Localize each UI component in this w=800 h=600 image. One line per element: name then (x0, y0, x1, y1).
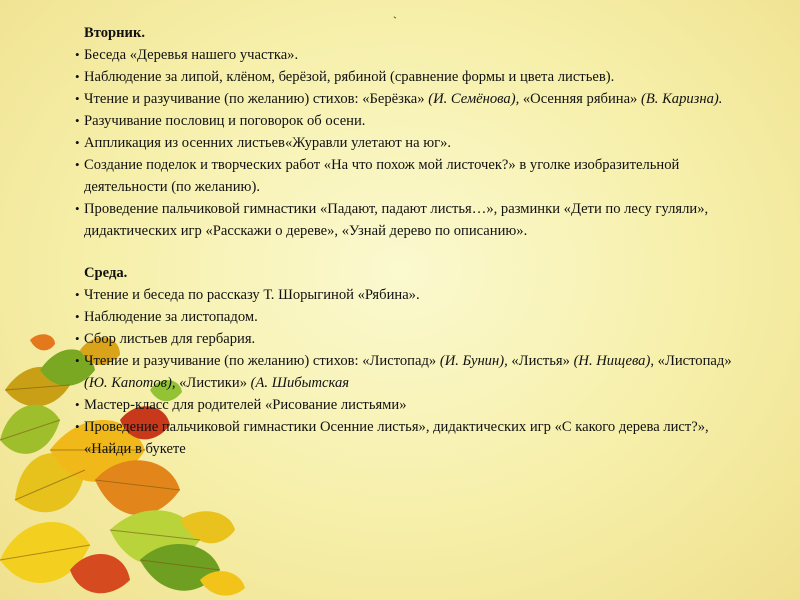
list-item (78, 198, 738, 242)
item-text: Проведение пальчиковой гимнастики Осенние листья», дидактических игр «С какого дерева лист?», «Найди в букете (84, 419, 709, 457)
item-text: «Листья» (507, 353, 574, 369)
item-text: «Осенняя рябина» (519, 91, 642, 107)
item-text: Беседа «Деревья нашего участка». (84, 47, 299, 63)
item-text: Сбор листьев для гербария. (84, 331, 256, 347)
list-item (78, 284, 738, 306)
item-author: (А. Шибытская (250, 375, 350, 391)
list-item (78, 132, 738, 154)
item-text: Разучивание пословиц и поговорок об осени. (84, 113, 366, 129)
item-text: Чтение и разучивание (по желанию) стихов: «Листопад» (84, 353, 440, 369)
tuesday-list (78, 44, 738, 242)
item-author: (В. Каризна). (641, 91, 723, 107)
list-item (78, 66, 738, 88)
list-item (78, 416, 738, 460)
item-text: «Листики» (175, 375, 251, 391)
list-item (78, 394, 738, 416)
item-author: (Н. Нищева) (573, 353, 651, 369)
item-text: Мастер-класс для родителей «Рисование листьями» (84, 397, 407, 413)
item-text: Чтение и разучивание (по желанию) стихов: «Берёзка» (84, 91, 429, 107)
list-item (78, 44, 738, 66)
item-text: , «Листопад» (650, 353, 732, 369)
item-text: Создание поделок и творческих работ «На что похож мой листочек?» в уголке изобразительной деятельности (по желанию). (84, 157, 680, 195)
item-text: Проведение пальчиковой гимнастики «Падают, падают листья…», разминки «Дети по лесу гуляли», дидактических игр «Расскажи о дереве», «Узнай дерево по описанию». (84, 201, 709, 239)
item-text: Аппликация из осенних листьев«Журавли улетают на юг». (84, 135, 452, 151)
item-author: (И. Бунин), (439, 353, 508, 369)
item-author: (И. Семёнова), (428, 91, 520, 107)
list-item (78, 110, 738, 132)
list-item (78, 328, 738, 350)
list-item (78, 306, 738, 328)
wednesday-list (78, 284, 738, 460)
item-author: (Ю. Капотов), (84, 375, 176, 391)
wednesday-heading: Среда. (84, 265, 128, 281)
tuesday-heading: Вторник. (84, 25, 145, 41)
item-text: Чтение и беседа по рассказу Т. Шорыгиной «Рябина». (84, 287, 420, 303)
list-item (78, 88, 738, 110)
item-text: Наблюдение за листопадом. (84, 309, 258, 325)
list-item (78, 154, 738, 198)
list-item (78, 350, 738, 394)
slide-text (78, 22, 738, 460)
item-text: Наблюдение за липой, клёном, берёзой, рябиной (сравнение формы и цвета листьев). (84, 69, 615, 85)
stray-mark: ` (393, 14, 397, 28)
